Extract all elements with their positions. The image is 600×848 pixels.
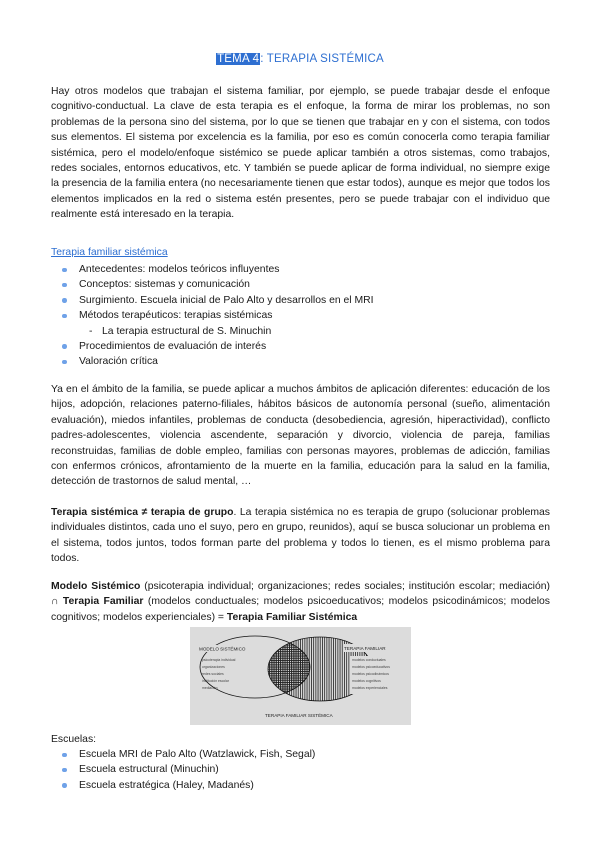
model-bold-3: Terapia Familiar Sistémica	[226, 611, 358, 623]
group-bold: Terapia sistémica ≠ terapia de grupo	[51, 507, 234, 518]
group-paragraph	[51, 505, 550, 567]
sub-list-item: - La terapia estructural de S. Minuchin	[51, 324, 550, 339]
list-item: Conceptos: sistemas y comunicación	[51, 277, 550, 292]
left-item: institución escolar	[202, 679, 229, 683]
right-label: TERAPIA FAMILIAR	[344, 646, 386, 651]
intro-paragraph: Hay otros modelos que trabajan el sistema familiar, por ejemplo, se puede trabajar desde el enfoque cognitivo-conductual. La clave de esta terapia es el enfoque, la forma de mirar los problemas, no son problemas de la persona sino del sistema, por lo que se tienen que trabajar en y con el sistema, con todos sus elementos. El sistema por excelencia es la familia, por eso es común conocerla como terapia familiar sistémica, pero el modelo/enfoque sistémico se puede aplicar también a otros sistemas, como trabajos, redes sociales, entornos educativos, etc. Y también se puede aplicar de forma individual, no siempre exige la presencia de la familia entera (no necesariamente tienen que estar todos), aunque es mejor que todos los elementos implicados en la red o sistema estén presentes, pero se puede trabajar con el individuo que realmente está interesado en la terapia.	[51, 86, 550, 221]
family-scope-paragraph: Ya en el ámbito de la familia, se puede aplicar a muchos ámbitos de aplicación diferentes: educación de los hijos, adopción, relaciones paterno-filiales, hábitos básicos de autonomía personal (sueño, alimentación evaluación), miedos infantiles, problemas de conducta (desobediencia, agresión, hiperactividad), conflicto padres-adolescentes, violencia ascendente, separación y divorcio, violencia de pareja, familias reconstruidas, familias de doble empleo, familias con personas mayores, problemas de adicción, familias con enfermos crónicos, afrontamiento de la muerte en la familia, educación para la salud en la familia, detección de trastornos de salud mental, …	[51, 384, 550, 488]
list-item: Métodos terapéuticos: terapias sistémicas	[51, 308, 550, 323]
list-item: Procedimientos de evaluación de interés	[51, 339, 550, 354]
left-item: psicoterapia individual	[202, 658, 236, 662]
list-item: Surgimiento. Escuela inicial de Palo Alto y desarrollos en el MRI	[51, 293, 550, 308]
right-item: modelos psicodinámicos	[352, 672, 389, 676]
right-item: modelos psicoeducativos	[352, 665, 390, 669]
schools-heading: Escuelas:	[51, 734, 97, 745]
list-item: Escuela estratégica (Haley, Madanés)	[51, 778, 550, 793]
group-text: . La terapia sistémica no es terapia de grupo (solucionar problemas individuales distintos, cada uno el suyo, pero en grupo, reunidos), aquí se busca solucionar un problema en el sistema, todos juntos, todos forman parte del problema y todos lo tienen, es el mismo problema para todos.	[51, 507, 550, 565]
list-item: Valoración crítica	[51, 354, 550, 369]
model-paragraph	[51, 579, 550, 625]
topics-list	[51, 262, 550, 370]
page-title	[0, 52, 600, 67]
schools-list	[51, 747, 550, 793]
title-highlight: TEMA 4	[217, 53, 260, 65]
left-label: MODELO SISTÉMICO	[199, 646, 246, 652]
right-item: modelos cognitivos	[352, 679, 381, 683]
section-link[interactable]: Terapia familiar sistémica	[51, 247, 168, 258]
list-item: Escuela MRI de Palo Alto (Watzlawick, Fish, Segal)	[51, 747, 550, 762]
left-item: organizaciones	[202, 665, 225, 669]
left-item: mediación	[202, 686, 218, 690]
list-item: Antecedentes: modelos teóricos influyentes	[51, 262, 550, 277]
right-item: modelos experienciales	[352, 686, 388, 690]
list-item: Escuela estructural (Minuchin)	[51, 762, 550, 777]
model-bold-2: Terapia Familiar	[62, 596, 144, 608]
model-text-2: (modelos conductuales; modelos psicoeducativos; modelos psicodinámicos; modelos cognitivos; modelos experienciales) =	[51, 596, 550, 623]
model-text-1: (psicoterapia individual; organizaciones; redes sociales; institución escolar; mediación) ∩	[51, 581, 550, 608]
left-item: redes sociales	[202, 672, 224, 676]
venn-diagram	[190, 627, 411, 725]
title-rest: : TERAPIA SISTÉMICA	[260, 53, 384, 65]
model-bold-1: Modelo Sistémico	[51, 581, 141, 592]
venn-diagram-figure	[190, 627, 411, 725]
right-item: modelos conductuales	[352, 658, 386, 662]
bottom-label: TERAPIA FAMILIAR SISTÉMICA	[265, 713, 333, 718]
